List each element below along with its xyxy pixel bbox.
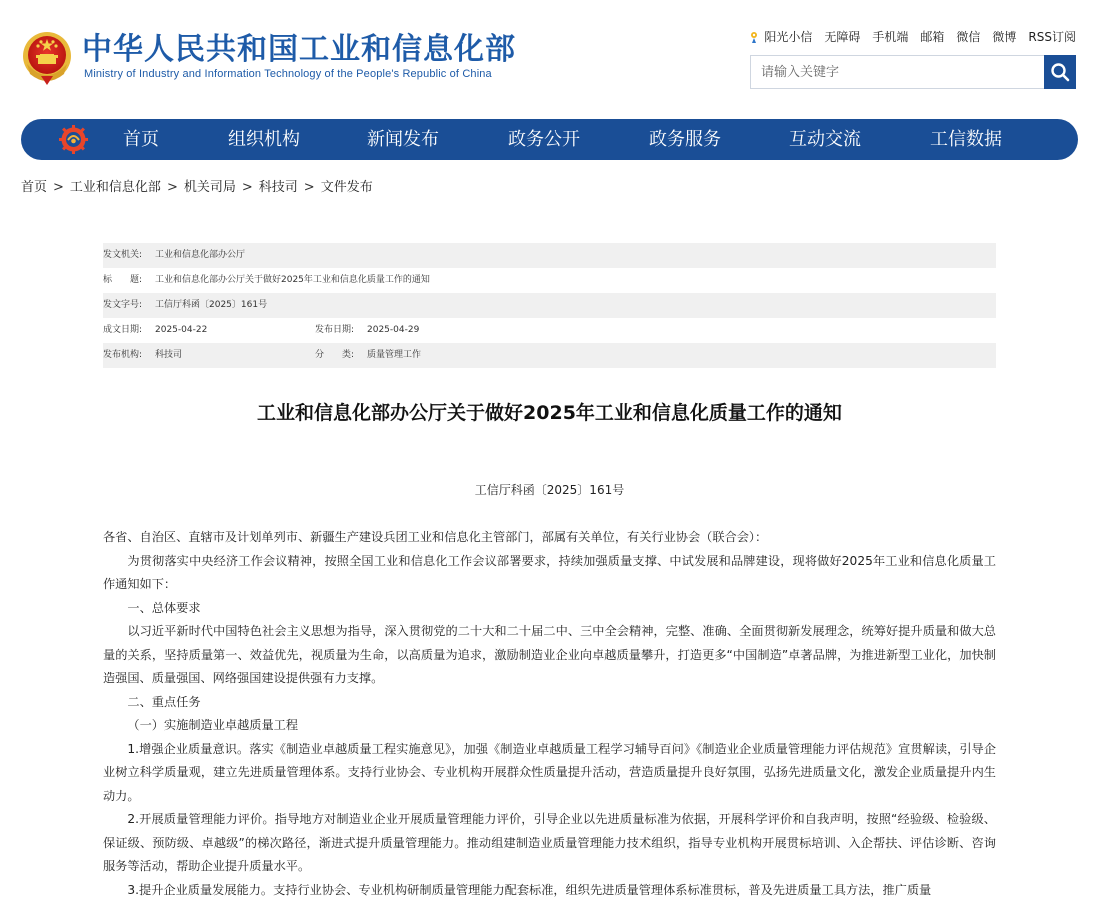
top-link-weibo[interactable]: 微博 [992, 30, 1017, 44]
top-link-yangguang[interactable] [747, 28, 812, 45]
top-link-label: 阳光小信 [764, 30, 813, 44]
meta-label: 发布日期: [315, 325, 355, 335]
breadcrumb-separator: > [166, 180, 178, 195]
top-link-mobile[interactable]: 手机端 [872, 30, 909, 44]
nav-home[interactable]: 首页 [123, 129, 159, 150]
breadcrumb-separator: > [241, 180, 253, 195]
nav-items [91, 119, 1071, 160]
meta-value-written-date: 2025-04-22 [155, 325, 208, 335]
search-input[interactable] [751, 56, 1041, 88]
top-link-rss[interactable]: RSS订阅 [1028, 30, 1076, 44]
meta-label: 标 题: [103, 275, 143, 285]
nav-organization[interactable]: 组织机构 [228, 129, 300, 150]
search-box [750, 55, 1076, 89]
article-body [103, 526, 996, 902]
gear-logo-icon[interactable] [58, 124, 89, 155]
site-title-english[interactable]: Ministry of Industry and Information Technology of the People's Republic of China [84, 68, 492, 80]
top-link-mail[interactable]: 邮箱 [920, 30, 945, 44]
section-heading: 二、重点任务 [127, 694, 201, 709]
paragraph: 1.增强企业质量意识。落实《制造业卓越质量工程实施意见》，加强《制造业卓越质量工程学习辅导百问》《制造业企业质量管理能力评估规范》宣贯解读，引导企业树立科学质量观，建立先进质量管理体系。支持行业协会、专业机构开展群众性质量提升活动，营造质量提升良好氛围，弘扬先进质量文化，激发企业质量提升内生动力。 [103, 741, 996, 803]
meta-value-published-date: 2025-04-29 [367, 325, 420, 335]
breadcrumb-separator: > [53, 180, 64, 195]
meta-label: 成文日期: [103, 325, 143, 335]
meta-row-issuer [103, 243, 996, 268]
meta-label: 发文机关: [103, 250, 143, 260]
nav-interaction[interactable]: 互动交流 [789, 129, 861, 150]
breadcrumb-science-tech[interactable]: 科技司 [258, 180, 298, 195]
meta-row-doc-number [103, 293, 996, 318]
search-icon [1050, 62, 1070, 82]
breadcrumb-home[interactable]: 首页 [21, 180, 48, 195]
breadcrumb [21, 176, 373, 195]
paragraph: 3.提升企业质量发展能力。支持行业协会、专业机构研制质量管理能力配套标准，组织先进质量管理体系标准贯标，普及先进质量工具方法，推广质量 [127, 882, 932, 897]
meta-row-publisher [103, 343, 996, 368]
meta-value-doc-number: 工信厅科函〔2025〕161号 [155, 300, 268, 310]
site-title[interactable]: 中华人民共和国工业和信息化部 [82, 32, 516, 67]
paragraph-salutation: 各省、自治区、直辖市及计划单列市、新疆生产建设兵团工业和信息化主管部门，部属有关单位，有关行业协会（联合会）： [103, 530, 768, 544]
nav-government-services[interactable]: 政务服务 [649, 129, 721, 150]
top-links [735, 28, 1076, 45]
subsection-heading: （一）实施制造业卓越质量工程 [127, 718, 299, 732]
document-metadata [103, 243, 996, 368]
breadcrumb-documents[interactable]: 文件发布 [320, 180, 373, 195]
meta-value-category: 质量管理工作 [367, 350, 422, 360]
section-heading: 一、总体要求 [127, 600, 201, 615]
meta-row-title [103, 268, 996, 293]
breadcrumb-departments[interactable]: 机关司局 [183, 180, 236, 195]
meta-label: 分 类: [315, 350, 355, 360]
meta-label: 发布机构: [103, 350, 143, 360]
breadcrumb-ministry[interactable]: 工业和信息化部 [69, 180, 161, 195]
meta-value-publisher: 科技司 [155, 350, 183, 360]
sunshine-icon [747, 30, 761, 44]
site-header [0, 0, 1107, 110]
nav-government-affairs[interactable]: 政务公开 [508, 129, 580, 150]
nav-data[interactable]: 工信数据 [930, 129, 1002, 150]
national-emblem-icon[interactable] [21, 30, 73, 86]
paragraph: 2.开展质量管理能力评价。指导地方对制造业企业开展质量管理能力评价，引导企业以先进质量标准为依据，开展科学评价和自我声明，按照“经验级、检验级、保证级、预防级、卓越级”的梯次路径，渐进式提升质量管理能力。推动组建制造业质量管理能力技术组织，指导专业机构开展贯标培训、入企帮扶、评估诊断、咨询服务等活动，帮助企业提升质量水平。 [103, 812, 996, 873]
top-link-accessibility[interactable]: 无障碍 [824, 30, 861, 44]
meta-value-issuer: 工业和信息化部办公厅 [155, 250, 246, 260]
paragraph: 为贯彻落实中央经济工作会议精神，按照全国工业和信息化工作会议部署要求，持续加强质量支撑、中试发展和品牌建设，现将做好2025年工业和信息化质量工作通知如下： [103, 553, 996, 591]
meta-label: 发文字号: [103, 300, 143, 310]
article-title: 工业和信息化部办公厅关于做好2025年工业和信息化质量工作的通知 [257, 402, 842, 424]
meta-value-title: 工业和信息化部办公厅关于做好2025年工业和信息化质量工作的通知 [155, 275, 430, 285]
top-link-wechat[interactable]: 微信 [956, 30, 981, 44]
main-nav [21, 119, 1078, 160]
search-button[interactable] [1044, 55, 1076, 89]
breadcrumb-separator: > [303, 180, 315, 195]
article-doc-number: 工信厅科函〔2025〕161号 [474, 483, 625, 497]
nav-news[interactable]: 新闻发布 [367, 129, 439, 150]
meta-row-dates [103, 318, 996, 343]
paragraph: 以习近平新时代中国特色社会主义思想为指导，深入贯彻党的二十大和二十届二中、三中全会精神，完整、准确、全面贯彻新发展理念，统筹好提升质量和做大总量的关系，坚持质量第一、效益优先，视质量为生命，以高质量为追求，激励制造业企业向卓越质量攀升，打造更多“中国制造”卓著品牌，为推进新型工业化，加快制造强国、质量强国、网络强国建设提供强有力支撑。 [103, 624, 996, 685]
